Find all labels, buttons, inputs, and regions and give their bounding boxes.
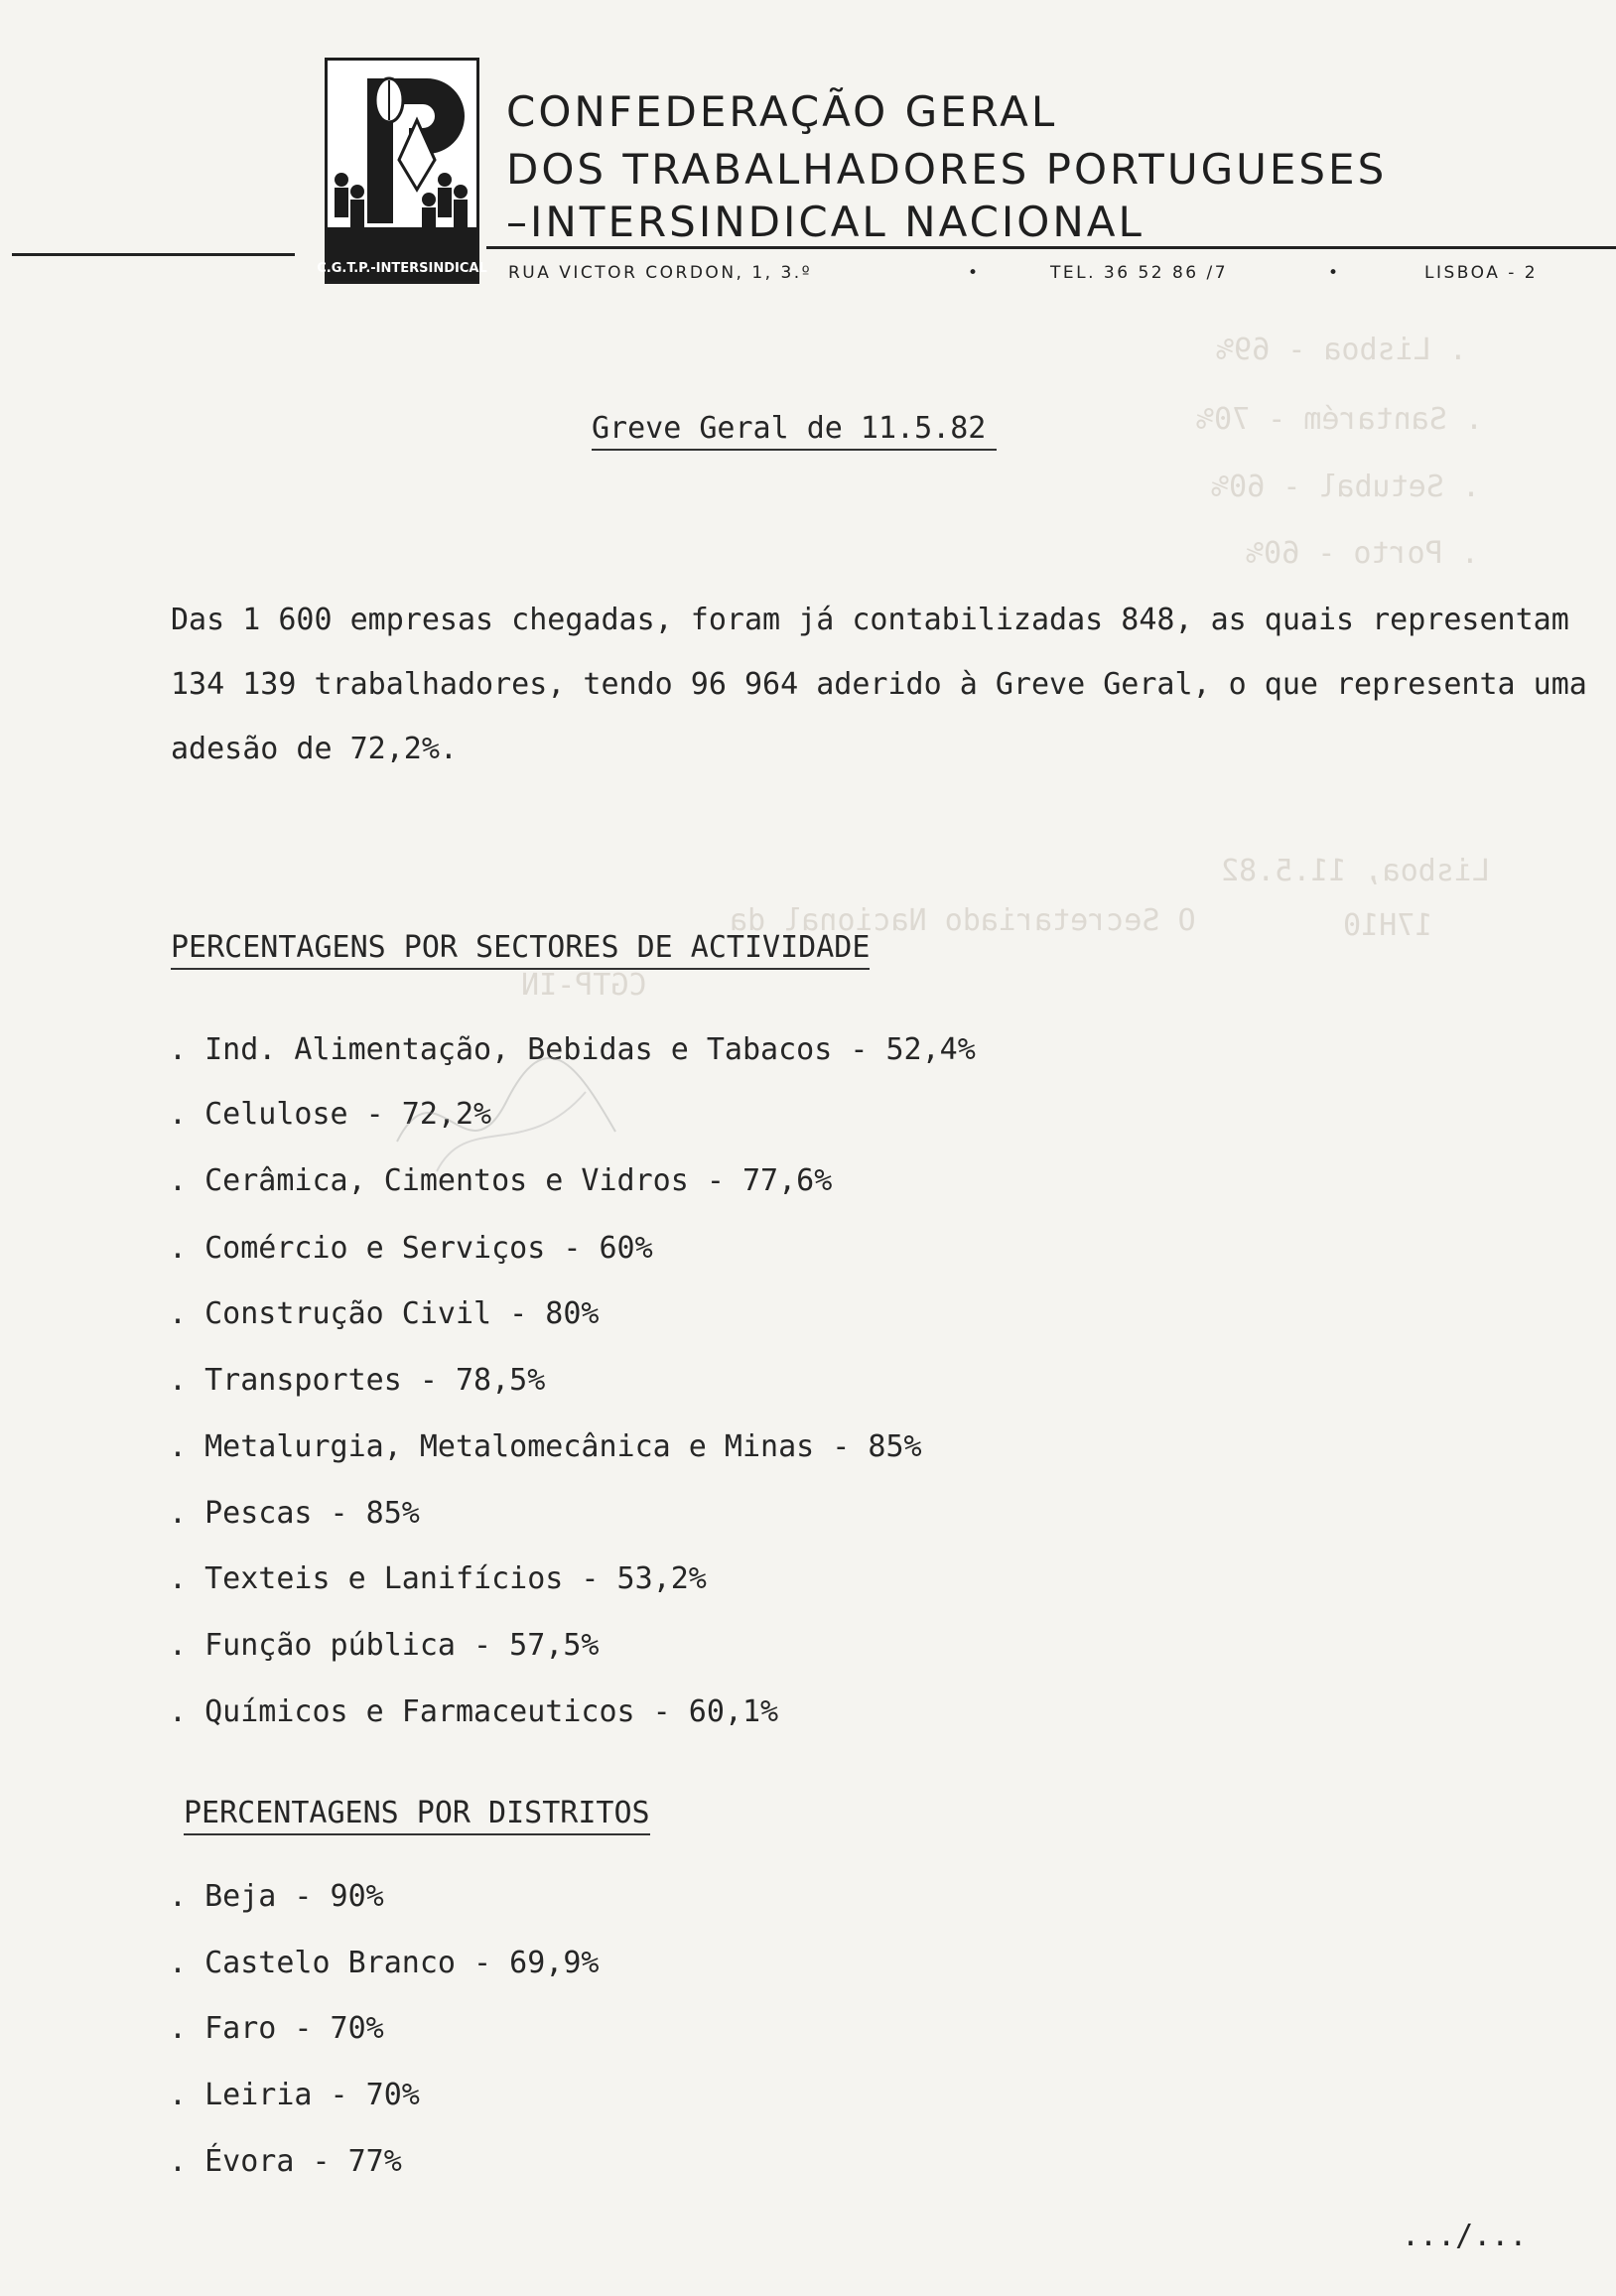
- letterhead-rule-left: [12, 253, 295, 256]
- document-title: Greve Geral de 11.5.82: [592, 411, 987, 446]
- show-through-line: O Secretariado Nacional da: [730, 903, 1196, 938]
- sectors-heading: PERCENTAGENS POR SECTORES DE ACTIVIDADE: [171, 930, 870, 970]
- org-name-line-3: –INTERSINDICAL NACIONAL: [506, 198, 1145, 246]
- bullet-separator: •: [968, 263, 981, 283]
- sector-item: . Texteis e Lanifícios - 53,2%: [169, 1561, 707, 1596]
- logo-emblem-icon: [317, 61, 487, 281]
- sector-item: . Ind. Alimentação, Bebidas e Tabacos - 52,4%: [169, 1032, 976, 1067]
- intro-paragraph: [171, 588, 1587, 781]
- cgtp-logo: [317, 58, 487, 284]
- show-through-line: . Santarém - 70%: [1196, 402, 1483, 437]
- district-item: . Faro - 70%: [169, 2011, 384, 2046]
- signature-show-through: [377, 1022, 635, 1191]
- show-through-line: CGTP-IN: [521, 968, 647, 1003]
- bullet-separator: •: [1328, 263, 1341, 283]
- district-item: . Leiria - 70%: [169, 2078, 420, 2112]
- logo-text: C.G.T.P.-INTERSINDICAL: [317, 261, 487, 276]
- sector-item: . Construção Civil - 80%: [169, 1296, 600, 1331]
- districts-heading: PERCENTAGENS POR DISTRITOS: [184, 1796, 650, 1835]
- phone: TEL. 36 52 86 /7: [1050, 263, 1229, 283]
- district-item: . Castelo Branco - 69,9%: [169, 1946, 600, 1980]
- show-through-line: Lisboa, 11.5.82: [1221, 854, 1490, 888]
- sector-item: . Celulose - 72,2%: [169, 1097, 492, 1132]
- sector-item: . Transportes - 78,5%: [169, 1363, 546, 1398]
- show-through-line: . Lisboa - 69%: [1216, 333, 1467, 367]
- org-name-line-2: DOS TRABALHADORES PORTUGUESES: [506, 145, 1388, 194]
- title-underline: [592, 449, 997, 451]
- show-through-line: . Setubal - 60%: [1211, 470, 1480, 504]
- show-through-line: 17H10: [1343, 908, 1433, 943]
- continuation-mark: .../...: [1402, 2219, 1528, 2253]
- sector-item: . Pescas - 85%: [169, 1496, 420, 1531]
- sector-item: . Metalurgia, Metalomecânica e Minas - 85%: [169, 1429, 922, 1464]
- show-through-line: . Porto - 60%: [1246, 536, 1479, 571]
- sector-item: . Comércio e Serviços - 60%: [169, 1231, 653, 1266]
- sector-item: . Químicos e Farmaceuticos - 60,1%: [169, 1694, 779, 1729]
- intro-line: adesão de 72,2%.: [171, 732, 458, 766]
- letterhead-rule-right: [486, 246, 1616, 249]
- district-item: . Évora - 77%: [169, 2144, 402, 2179]
- intro-line: 134 139 trabalhadores, tendo 96 964 aderido à Greve Geral, o que representa uma: [171, 667, 1587, 702]
- sector-item: . Função pública - 57,5%: [169, 1628, 600, 1663]
- intro-line: Das 1 600 empresas chegadas, foram já contabilizadas 848, as quais representam: [171, 603, 1569, 637]
- address: RUA VICTOR CORDON, 1, 3.º: [508, 263, 813, 283]
- city: LISBOA - 2: [1424, 263, 1539, 283]
- org-name-line-1: CONFEDERAÇÃO GERAL: [506, 87, 1058, 136]
- sector-item: . Cerâmica, Cimentos e Vidros - 77,6%: [169, 1163, 833, 1198]
- district-item: . Beja - 90%: [169, 1879, 384, 1914]
